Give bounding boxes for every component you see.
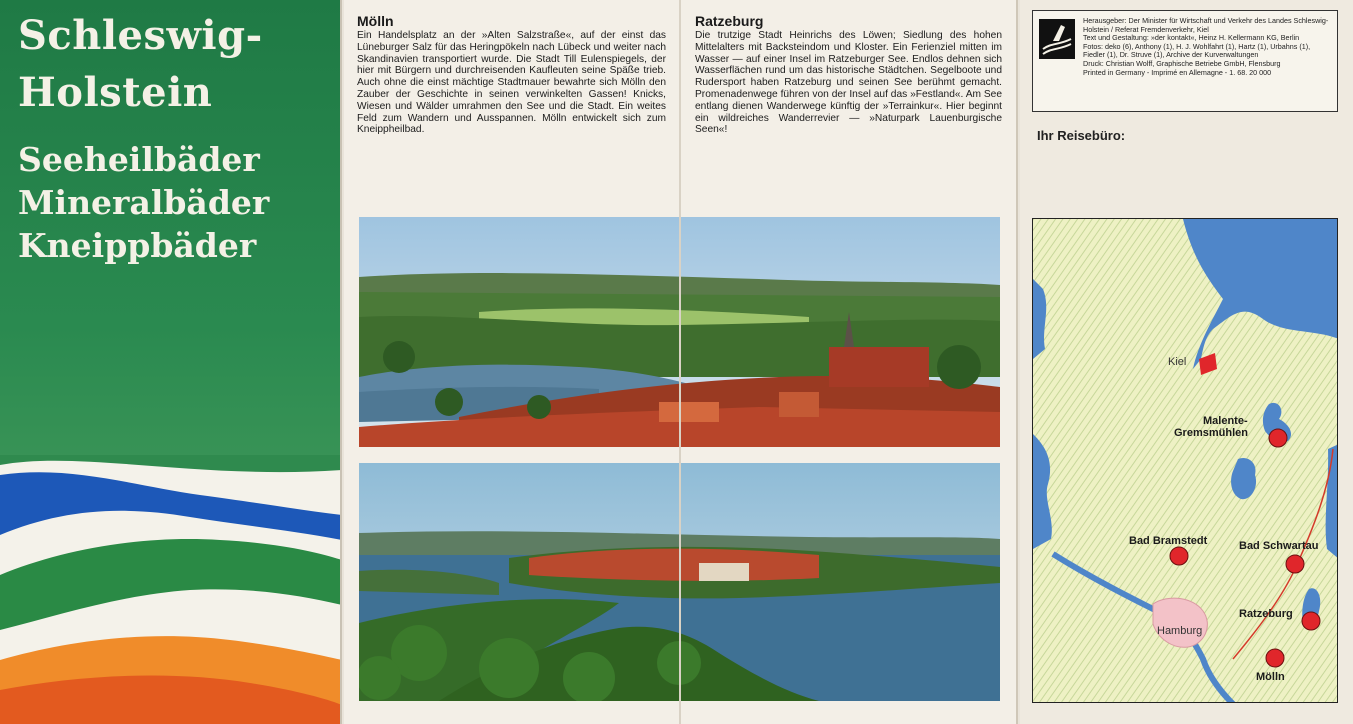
imprint-publisher: Herausgeber: Der Minister für Wirtschaft und Verkehr des Landes Schleswig-Holstein / Referat Fremdenverkehr, Kiel: [1083, 16, 1329, 34]
ratzeburg-heading: Ratzeburg: [695, 13, 764, 29]
ratzeburg-text: Die trutzige Stadt Heinrichs des Löwen; Siedlung des hohen Mittelalters mit Backsteindom und Kloster. Ein Ferienziel mitten im Wasser — auf einer Insel im Ratzeburger See. Endlos dehnen sich Wasserflächen rund um das historische Städtchen. Segelboote und Rudersport haben Ratzeburg und seinen See berühmt gemacht. Promenadenwege führen von der Insel auf das »Festland«. Am See entlang dienen Wanderwege künftig der »Terrainkur«. Hier beginnt ein wildreiches Wanderrevier — »Naturpark Lauenburgische Seen«!: [695, 30, 1002, 136]
map-label-kiel: Kiel: [1168, 356, 1187, 368]
travel-agency-label: Ihr Reisebüro:: [1037, 128, 1126, 143]
map-label-bad-bramstedt: Bad Bramstedt: [1129, 535, 1208, 547]
molln-heading: Mölln: [357, 13, 394, 29]
map-label-bad-schwartau: Bad Schwartau: [1239, 540, 1319, 552]
map-label-malente: Malente-: [1203, 415, 1248, 427]
map-label-gremsmuehlen: Gremsmühlen: [1174, 427, 1248, 439]
cover-title-line1: Schleswig-: [18, 12, 263, 59]
cover-title-line2: Holstein: [18, 69, 213, 116]
molln-text: Ein Handelsplatz an der »Alten Salzstraße«, auf der einst das Lüneburger Salz für das Heringpökeln nach Lübeck und weiter nach Skandinavien transportiert wurde. Die Stadt Till Eulenspiegels, der hier mit Bürgern und durchreisenden Kaufleuten seine Späße trieb. Auch ohne die einst mächtige Stadtmauer bewahrte sich Mölln den Zauber der Geschichte in seinen verwinkelten Gassen! Knicks, Wiesen und Wälder umrahmen den See und die Stadt. Ein weites Feld zum Wandern und Ausspannen. Mölln entwickelt sich zum Kneippheilbad.: [357, 30, 666, 136]
imprint-print: Druck: Christian Wolff, Graphische Betriebe GmbH, Flensburg: [1083, 58, 1281, 68]
cover-subtitle-seeheilbaeder: Seeheilbäder: [18, 140, 260, 179]
imprint-text: [1083, 17, 1333, 77]
imprint-design: Text und Gestaltung: »der kontakt«, Heinz H. Kellermann KG, Berlin: [1083, 33, 1300, 43]
cover-panel: [0, 0, 342, 724]
map-label-ratzeburg: Ratzeburg: [1239, 608, 1293, 620]
cover-subtitle-mineralbaeder: Mineralbäder: [18, 183, 270, 222]
region-map: [1032, 218, 1338, 703]
imprint-printed-in: Printed in Germany - Imprimé en Allemagne - 1. 68. 20 000: [1083, 67, 1272, 77]
publisher-logo-icon: [1039, 19, 1075, 59]
fold-line: [679, 0, 681, 724]
imprint-box: [1032, 10, 1338, 112]
map-label-hamburg: Hamburg: [1157, 625, 1203, 637]
cover-wave-graphic: [0, 455, 342, 724]
imprint-photos: Fotos: deko (6), Anthony (1), H. J. Wohlfahrt (1), Hartz (1), Urbahns (1), Fiedler (1), Dr. Struve (1), Archive der Kurverwaltungen: [1083, 41, 1311, 60]
map-label-molln: Mölln: [1256, 671, 1285, 683]
cover-subtitle-kneippbaeder: Kneippbäder: [18, 226, 257, 265]
